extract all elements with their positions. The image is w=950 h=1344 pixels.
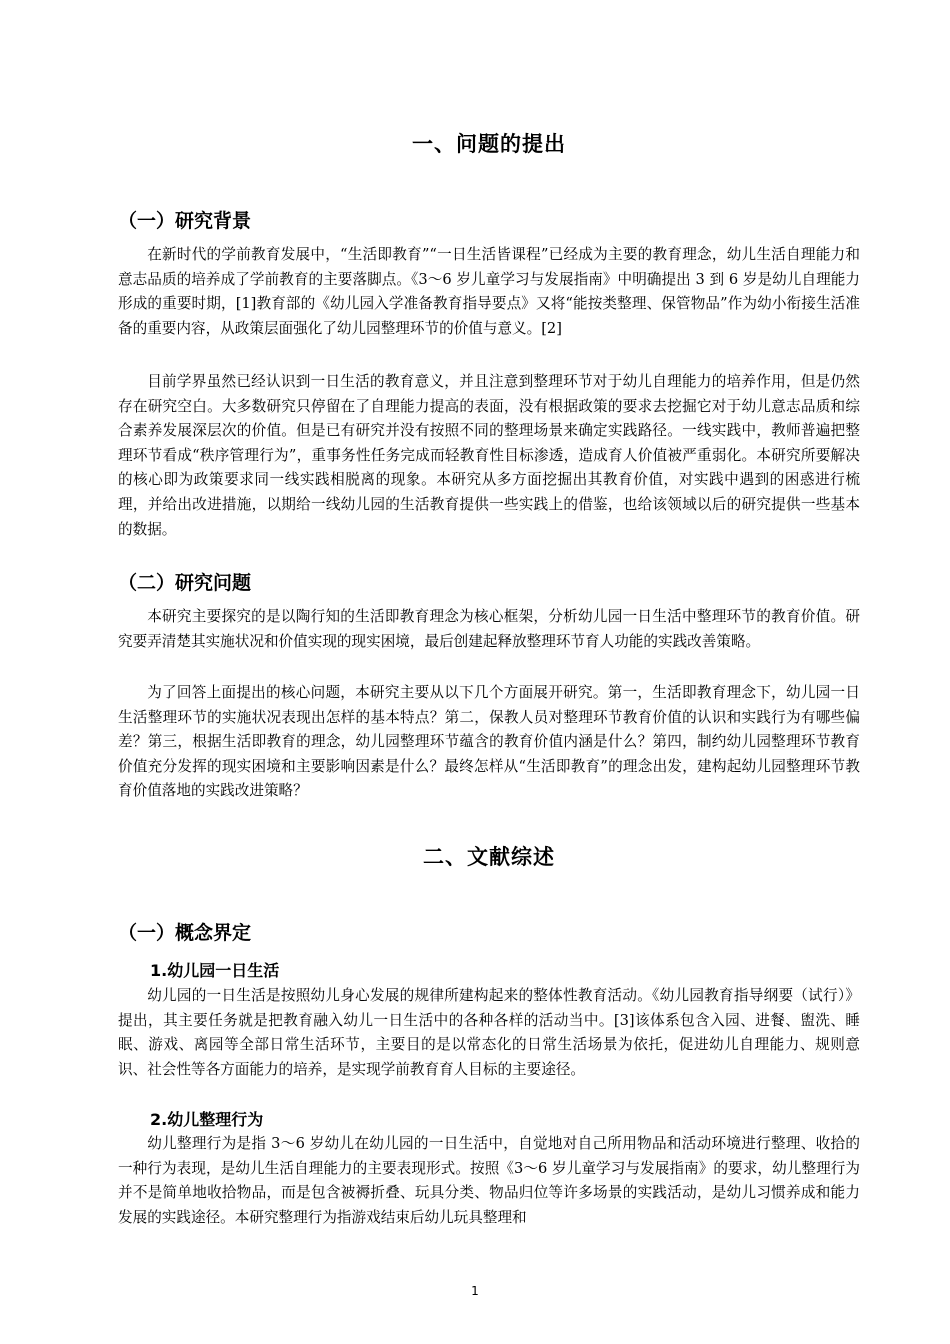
document-page [118,0,860,1344]
paragraph: 目前学界虽然已经认识到一日生活的教育意义，并且注意到整理环节对于幼儿自理能力的培养作用，但是仍然存在研究空白。大多数研究只停留在了自理能力提高的表面，没有根据政策的要求去挖掘它对于幼儿意志品质和综合素养发展深层次的价值。但是已有研究并没有按照不同的整理场景来确定实践路径。一线实践中，教师普遍把整理环节看成“秩序管理行为”，重事务性任务完成而轻教育性目标渗透，造成育人价值被严重弱化。本研究所要解决的核心即为政策要求同一线实践相脱离的现象。本研究从多方面挖掘出其教育价值，对实践中遇到的困惑进行梳理，并给出改进措施，以期给一线幼儿园的生活教育提供一些实践上的借鉴，也给该领域以后的研究提供一些基本的数据。 [118,373,860,538]
paragraph: 幼儿整理行为是指 3～6 岁幼儿在幼儿园的一日生活中，自觉地对自己所用物品和活动环境进行整理、收拾的一种行为表现，是幼儿生活自理能力的主要表现形式。按照《3～6 岁儿童学习与发展指南》的要求，幼儿整理行为并不是简单地收拾物品，而是包含被褥折叠、玩具分类、物品归位等许多场景的实践活动，是幼儿习惯养成和能力发展的实践途径。本研究整理行为指游戏结束后幼儿玩具整理和 [118,1135,860,1226]
chapter-title: 二、文献综述 [423,845,555,869]
paragraph: 本研究主要探究的是以陶行知的生活即教育理念为核心框架，分析幼儿园一日生活中整理环节的教育价值。研究要弄清楚其实施状况和价值实现的现实困境，最后创建起释放整理环节育人功能的实践改善策略。 [118,608,860,650]
subsection-title: 2.幼儿整理行为 [150,1110,264,1129]
page-number: 1 [471,1284,479,1298]
section-title: （二）研究问题 [118,572,252,594]
section-title: （一）概念界定 [118,922,252,944]
subsection-title: 1.幼儿园一日生活 [150,961,280,980]
paragraph: 为了回答上面提出的核心问题，本研究主要从以下几个方面展开研究。第一，生活即教育理念下，幼儿园一日生活整理环节的实施状况表现出怎样的基本特点？第二，保教人员对整理环节教育价值的认识和实践行为有哪些偏差？第三，根据生活即教育的理念，幼儿园整理环节蕴含的教育价值内涵是什么？第四，制约幼儿园整理环节教育价值充分发挥的现实困境和主要影响因素是什么？最终怎样从“生活即教育”的理念出发，建构起幼儿园整理环节教育价值落地的实践改进策略？ [118,684,860,800]
chapter-title: 一、问题的提出 [412,132,566,156]
section-title: （一）研究背景 [118,210,252,232]
paragraph: 在新时代的学前教育发展中，“生活即教育”“一日生活皆课程”已经成为主要的教育理念，幼儿生活自理能力和意志品质的培养成了学前教育的主要落脚点。《3～6 岁儿童学习与发展指南》中明确提出 3 到 6 岁是幼儿自理能力形成的重要时期，[1]教育部的《幼儿园入学准备教育指导要点》又将“能按类整理、保管物品”作为幼小衔接生活准备的重要内容，从政策层面强化了幼儿园整理环节的价值与意义。[2] [118,246,860,337]
paragraph: 幼儿园的一日生活是按照幼儿身心发展的规律所建构起来的整体性教育活动。《幼儿园教育指导纲要（试行）》提出，其主要任务就是把教育融入幼儿一日生活中的各种各样的活动当中。[3]该体系包含入园、进餐、盥洗、睡眠、游戏、离园等全部日常生活环节，主要目的是以常态化的日常生活场景为依托，促进幼儿自理能力、规则意识、社会性等各方面能力的培养，是实现学前教育育人目标的主要途径。 [118,987,860,1078]
